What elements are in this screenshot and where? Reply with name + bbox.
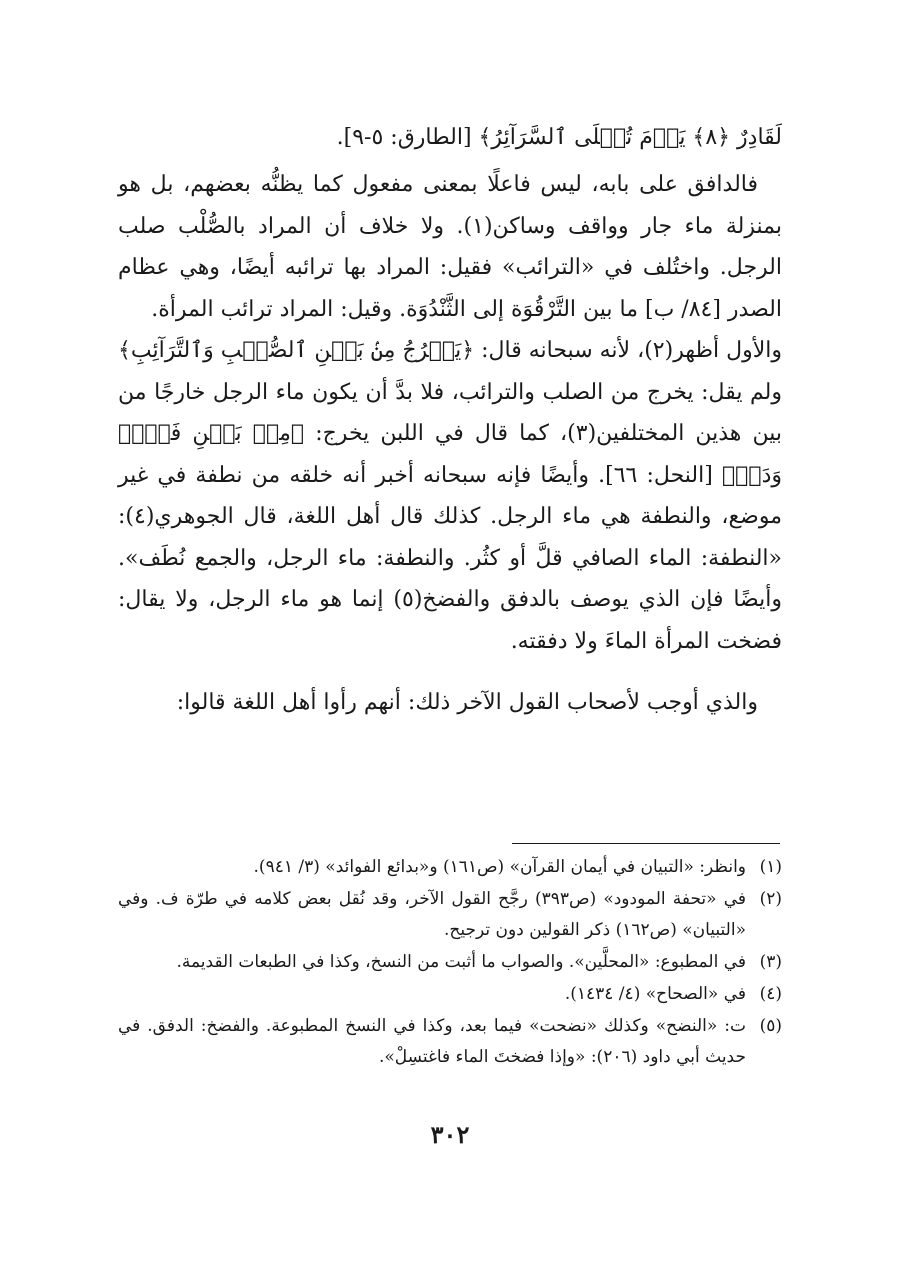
footnote-number: (٤) [759,984,782,1004]
paragraph-1: فالدافق على بابه، ليس فاعلًا بمعنى مفعول كما يظنُّه بعضهم، بل هو بمنزلة ماء جار وواقف وساكن(١). ولا خلاف أن المراد بالصُّلْب صلب الرجل. واختُلف في «الترائب» فقيل: المراد بها ترائبه أيضًا، وهي عظام الصدر [٨٤/ ب] ما بين التَّرْقُوَة إلى الثَّنْدُوَة. وقيل: المراد ترائب المرأة. [118,172,782,322]
footnote [118,852,782,883]
footnote-text: ت: «النضح» وكذلك «نضحت» فيما بعد، وكذا في النسخ المطبوعة. والفضخ: الدفق. في حديث أبي داود (٢٠٦): «وإذا فضختَ الماء فاغتسِلْ». [118,1016,746,1067]
paragraph-2: والأول أظهر(٢)، لأنه سبحانه قال: ﴿يَخۡرُجُ مِنۢ بَيۡنِ ٱلصُّلۡبِ وَٱلتَّرَآئِبِ﴾ ولم يقل: يخرج من الصلب والترائب، فلا بدَّ أن يكون ماء الرجل خارجًا من بين هذين المختلفين(٣)، كما قال في اللبن يخرج: ﴿مِنۢ بَيۡنِ فَرۡثٖ وَدَمٖ﴾ [النحل: ٦٦]. وأيضًا فإنه سبحانه أخبر أنه خلقه من نطفة في غير موضع، والنطفة هي ماء الرجل. كذلك قال أهل اللغة، قال الجوهري(٤): «النطفة: الماء الصافي قلَّ أو كثُر. والنطفة: ماء الرجل، والجمع نُطَف». وأيضًا فإن الذي يوصف بالدفق والفضخ(٥) إنما هو ماء الرجل، ولا يقال: فضخت المرأة الماءَ ولا دفقته. [118,338,783,654]
footnote-text: في «تحفة المودود» (ص٣٩٣) رجَّح القول الآخر، وقد نُقل بعض كلامه في طرّة ف. وفي «التبيان» (ص١٦٢) ذكر القولين دون ترجيح. [118,889,746,940]
footnote [118,979,782,1010]
footnote-text: في «الصحاح» (٤/ ١٤٣٤). [564,984,746,1004]
page-body [118,118,782,724]
footnotes [118,852,782,1074]
quran-verse-line: لَقَادِرٌ ﴿٨﴾ يَوۡمَ تُبۡلَى ٱلسَّرَآئِرُ﴾ [الطارق: ٥-٩]. [336,125,782,150]
footnote [118,884,782,946]
footnote-text: في المطبوع: «المحلَّين». والصواب ما أثبت من النسخ، وكذا في الطبعات القديمة. [176,952,746,972]
page-number: ٣٠٢ [430,1120,470,1149]
footnote-text: وانظر: «التبيان في أيمان القرآن» (ص١٦١) و«بدائع الفوائد» (٣/ ٩٤١). [253,857,746,877]
footnote-number: (٢) [759,889,782,909]
footnote [118,1011,782,1073]
footnote-divider [512,843,780,844]
footnote [118,947,782,978]
footnote-number: (٥) [759,1016,782,1036]
footnote-number: (١) [759,857,782,877]
paragraph-3: والذي أوجب لأصحاب القول الآخر ذلك: أنهم رأوا أهل اللغة قالوا: [176,690,758,715]
footnote-number: (٣) [759,952,782,972]
